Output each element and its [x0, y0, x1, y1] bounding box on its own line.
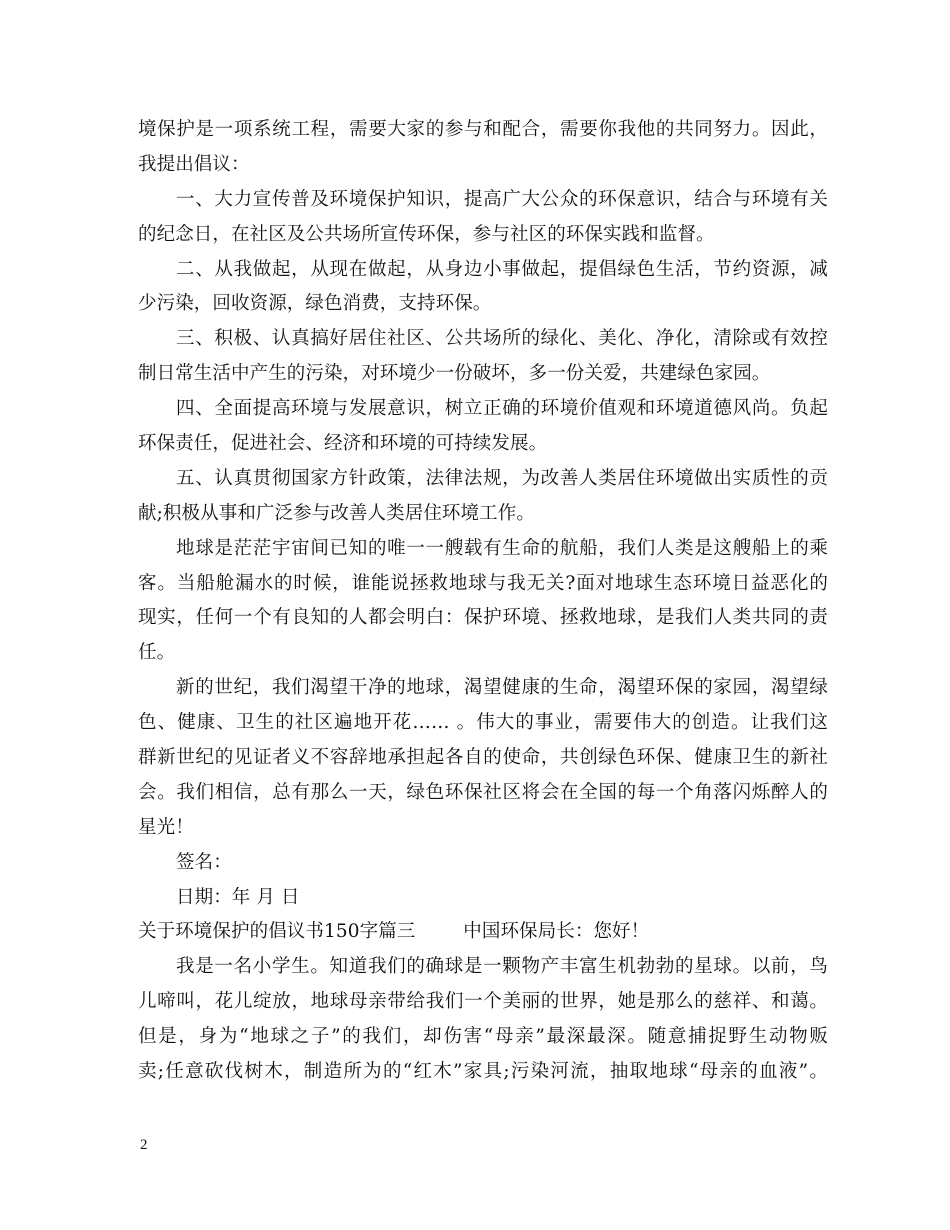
text-line: 星光！ — [138, 816, 194, 838]
text-line: 五、认真贯彻国家方针政策，法律法规，为改善人类居住环境做出实质性的贡 — [176, 467, 828, 489]
text-line: 色、健康、卫生的社区遍地开花…… 。伟大的事业，需要伟大的创造。让我们这 — [138, 712, 828, 734]
text-line: 新的世纪，我们渴望干净的地球，渴望健康的生命，渴望环保的家园，渴望绿 — [176, 677, 828, 699]
text-line: 的纪念日，在社区及公共场所宣传环保，参与社区的环保实践和监督。 — [138, 223, 715, 245]
text-line: 我提出倡议： — [138, 153, 250, 175]
text-line: 少污染，回收资源，绿色消费，支持环保。 — [138, 293, 492, 315]
text-line: 卖;任意砍伐树木，制造所为的“红木”家具;污染河流，抽取地球“母亲的血液”。 — [138, 1061, 828, 1083]
text-line: 四、全面提高环境与发展意识，树立正确的环境价值观和环境道德风尚。负起 — [176, 398, 828, 420]
text-line: 会。我们相信，总有那么一天，绿色环保社区将会在全国的每一个角落闪烁醉人的 — [138, 781, 828, 803]
text-line: 客。当船舱漏水的时候，谁能说拯救地球与我无关?面对地球生态环境日益恶化的 — [138, 572, 828, 594]
page-number: 2 — [140, 1137, 148, 1153]
text-line: 二、从我做起，从现在做起，从身边小事做起，提倡绿色生活，节约资源，减 — [176, 258, 828, 280]
text-line: 我是一名小学生。知道我们的确球是一颗物产丰富生机勃勃的星球。以前，鸟 — [176, 956, 828, 978]
text-line: 三、积极、认真搞好居住社区、公共场所的绿化、美化、净化，清除或有效控 — [176, 328, 828, 350]
date-label: 日期：年 月 日 — [176, 886, 300, 908]
text-line: 献;积极从事和广泛参与改善人类居住环境工作。 — [138, 502, 535, 524]
text-line: 环保责任，促进社会、经济和环境的可持续发展。 — [138, 433, 548, 455]
page-body — [138, 113, 828, 1090]
text-line: 任。 — [138, 642, 176, 664]
text-line: 一、大力宣传普及环境保护知识，提高广大公众的环保意识，结合与环境有关 — [176, 188, 828, 210]
text-line: 制日常生活中产生的污染，对环境少一份破坏，多一份关爱，共建绿色家园。 — [138, 363, 771, 385]
text-line: 儿啼叫，花儿绽放，地球母亲带给我们一个美丽的世界，她是那么的慈祥、和蔼。 — [138, 991, 828, 1013]
text-line: 地球是茫茫宇宙间已知的唯一一艘载有生命的航船，我们人类是这艘船上的乘 — [176, 537, 828, 559]
text-line: 但是，身为“地球之子”的我们，却伤害“母亲”最深最深。随意捕捉野生动物贩 — [138, 1026, 828, 1048]
text-line: 现实，任何一个有良知的人都会明白：保护环境、拯救地球，是我们人类共同的责 — [138, 607, 828, 629]
signature-label: 签名： — [176, 851, 232, 873]
text-line: 境保护是一项系统工程，需要大家的参与和配合，需要你我他的共同努力。因此， — [138, 119, 828, 140]
text-line: 群新世纪的见证者义不容辞地承担起各自的使命，共创绿色环保、健康卫生的新社 — [138, 747, 828, 769]
section-heading: 关于环境保护的倡议书150字篇三 中国环保局长：您好！ — [138, 921, 650, 943]
